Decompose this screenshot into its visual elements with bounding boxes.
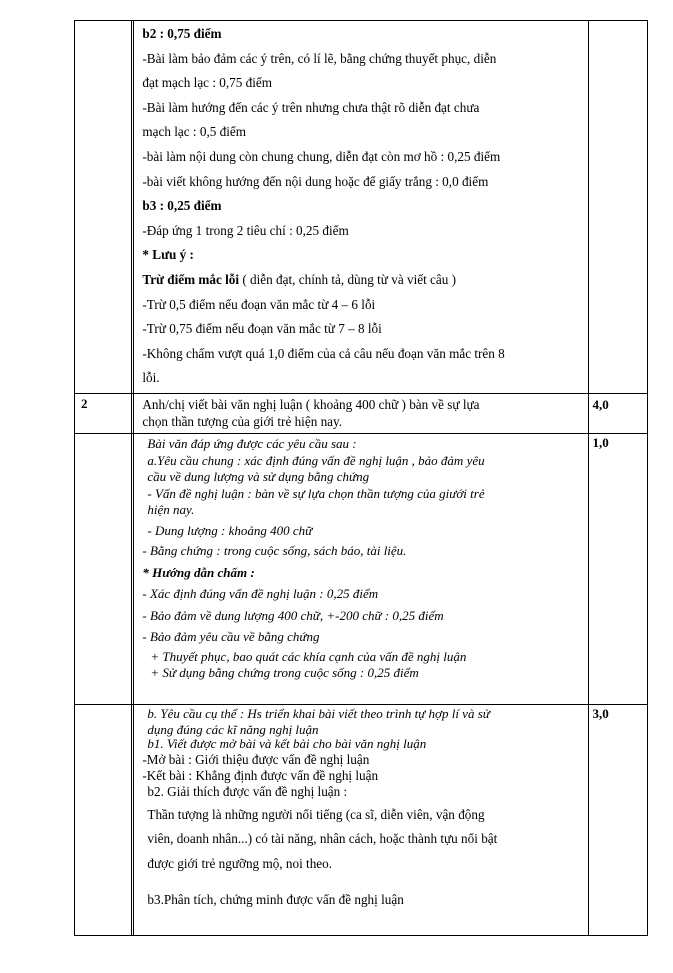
table-row: [75, 434, 648, 705]
req-line10: - Bảo đảm về dung lượng 400 chữ, +-200 chữ : 0,25 điểm: [142, 607, 444, 623]
b2-title: b2 : 0,75 điểm: [142, 26, 222, 41]
table-row: [75, 705, 648, 936]
question-number-cell: [75, 21, 132, 394]
spec-line8: viên, doanh nhân...) có tài năng, nhân cách, hoặc thành tựu nổi bật: [147, 831, 498, 847]
specific-req-score: 3,0: [592, 706, 609, 721]
question-number-cell: [75, 394, 132, 434]
deduct-line1: -Trừ 0,5 điểm nếu đoạn văn mắc từ 4 – 6 lỗi: [142, 296, 376, 312]
spec-line1: b. Yêu cầu cụ thể : Hs triển khai bài viết theo trình tự hợp lí và sử: [147, 706, 490, 721]
question-line1: Anh/chị viết bài văn nghị luận ( khoảng 400 chữ ) bàn về sự lựa: [142, 397, 480, 412]
table-row: [75, 394, 648, 434]
b2-line2: -Bài làm hướng đến các ý trên nhưng chưa thật rõ diễn đạt chưa: [142, 99, 480, 115]
deduct-bold: Trừ điểm mắc lỗi: [142, 271, 240, 287]
general-req-score: 1,0: [592, 435, 609, 450]
req-line13: + Sử dụng bằng chứng trong cuộc sống : 0,25 điểm: [150, 665, 419, 680]
spec-line6: b2. Giải thích được vấn đề nghị luận :: [147, 783, 348, 799]
score-cell: [588, 705, 647, 936]
deduct-rest: ( diễn đạt, chính tả, dùng từ và viết câu ): [239, 271, 457, 287]
b3-line1: -Đáp ứng 1 trong 2 tiêu chí : 0,25 điểm: [142, 222, 349, 238]
req-line7: - Bằng chứng : trong cuộc sống, sách báo, tài liệu.: [142, 543, 407, 558]
b2-line1: -Bài làm bảo đảm các ý trên, có lí lẽ, bằng chứng thuyết phục, diễn: [142, 50, 497, 66]
specific-req-cell: [134, 705, 588, 936]
spec-line5: -Kết bài : Khẳng định được vấn đề nghị luận: [142, 767, 379, 783]
deduct-line3b: lỗi.: [142, 370, 160, 386]
req-line11: - Bảo đảm yêu cầu về bằng chứng: [142, 629, 320, 644]
b2-line4: -bài viết không hướng đến nội dung hoặc để giấy trắng : 0,0 điểm: [142, 173, 489, 189]
b2-line3: -bài làm nội dung còn chung chung, diễn đạt còn mơ hồ : 0,25 điểm: [142, 148, 501, 164]
b3-title: b3 : 0,25 điểm: [142, 198, 222, 214]
req-line9: - Xác định đúng vấn đề nghị luận : 0,25 điểm: [142, 586, 379, 601]
spec-line4: -Mở bài : Giới thiệu được vấn đề nghị luận: [142, 752, 370, 767]
question-cell: [134, 394, 588, 434]
score-cell: [588, 434, 647, 705]
req-line2: a.Yêu cầu chung : xác định đúng vấn đề nghị luận , bảo đảm yêu: [147, 452, 485, 468]
criteria-cell: [134, 21, 588, 394]
table-row: [75, 21, 648, 394]
deduct-line2: -Trừ 0,75 điểm nếu đoạn văn mắc từ 7 – 8 lỗi: [142, 321, 382, 337]
deduct-line3: -Không chấm vượt quá 1,0 điểm của cả câu nếu đoạn văn mắc trên 8: [142, 345, 505, 361]
score-cell: [588, 21, 647, 394]
score-cell: [588, 394, 647, 434]
question-number-cell: [75, 434, 132, 705]
question-score: 4,0: [592, 397, 609, 412]
req-line6: - Dung lượng : khoảng 400 chữ: [147, 522, 313, 538]
req-line8: * Hướng dẫn chấm :: [142, 564, 255, 580]
req-line4: - Vấn đề nghị luận : bàn về sự lựa chọn thần tượng của giưới trẻ: [147, 485, 485, 501]
spec-line7: Thần tượng là những người nổi tiếng (ca sĩ, diễn viên, vận động: [147, 806, 485, 822]
req-line1: Bài văn đáp ứng được các yêu cầu sau :: [147, 436, 357, 451]
req-line3: cầu về dung lượng và sử dụng bằng chứng: [147, 469, 370, 484]
req-line12: + Thuyết phục, bao quát các khía cạnh của vấn đề nghị luận: [150, 648, 467, 664]
spec-line9: được giới trẻ ngưỡng mộ, noi theo.: [147, 855, 333, 871]
spec-line10: b3.Phân tích, chứng minh được vấn đề nghị luận: [147, 892, 404, 908]
b2-line2b: mạch lạc : 0,5 điểm: [142, 124, 247, 140]
question-number-cell: [75, 705, 132, 936]
b2-line1b: đạt mạch lạc : 0,75 điểm: [142, 75, 273, 91]
note-title: * Lưu ý :: [142, 247, 194, 263]
deduct-heading: [142, 268, 583, 293]
general-req-cell: [134, 434, 588, 705]
spec-line2: dụng đúng các kĩ năng nghị luận: [147, 721, 319, 737]
spec-line3: b1. Viết được mở bài và kết bài cho bài văn nghị luận: [147, 735, 427, 751]
req-line5: hiện nay.: [147, 502, 195, 517]
grading-table: [74, 20, 648, 936]
question-line2: chọn thần tượng của giới trẻ hiện nay.: [142, 413, 343, 429]
question-number: 2: [81, 396, 88, 411]
